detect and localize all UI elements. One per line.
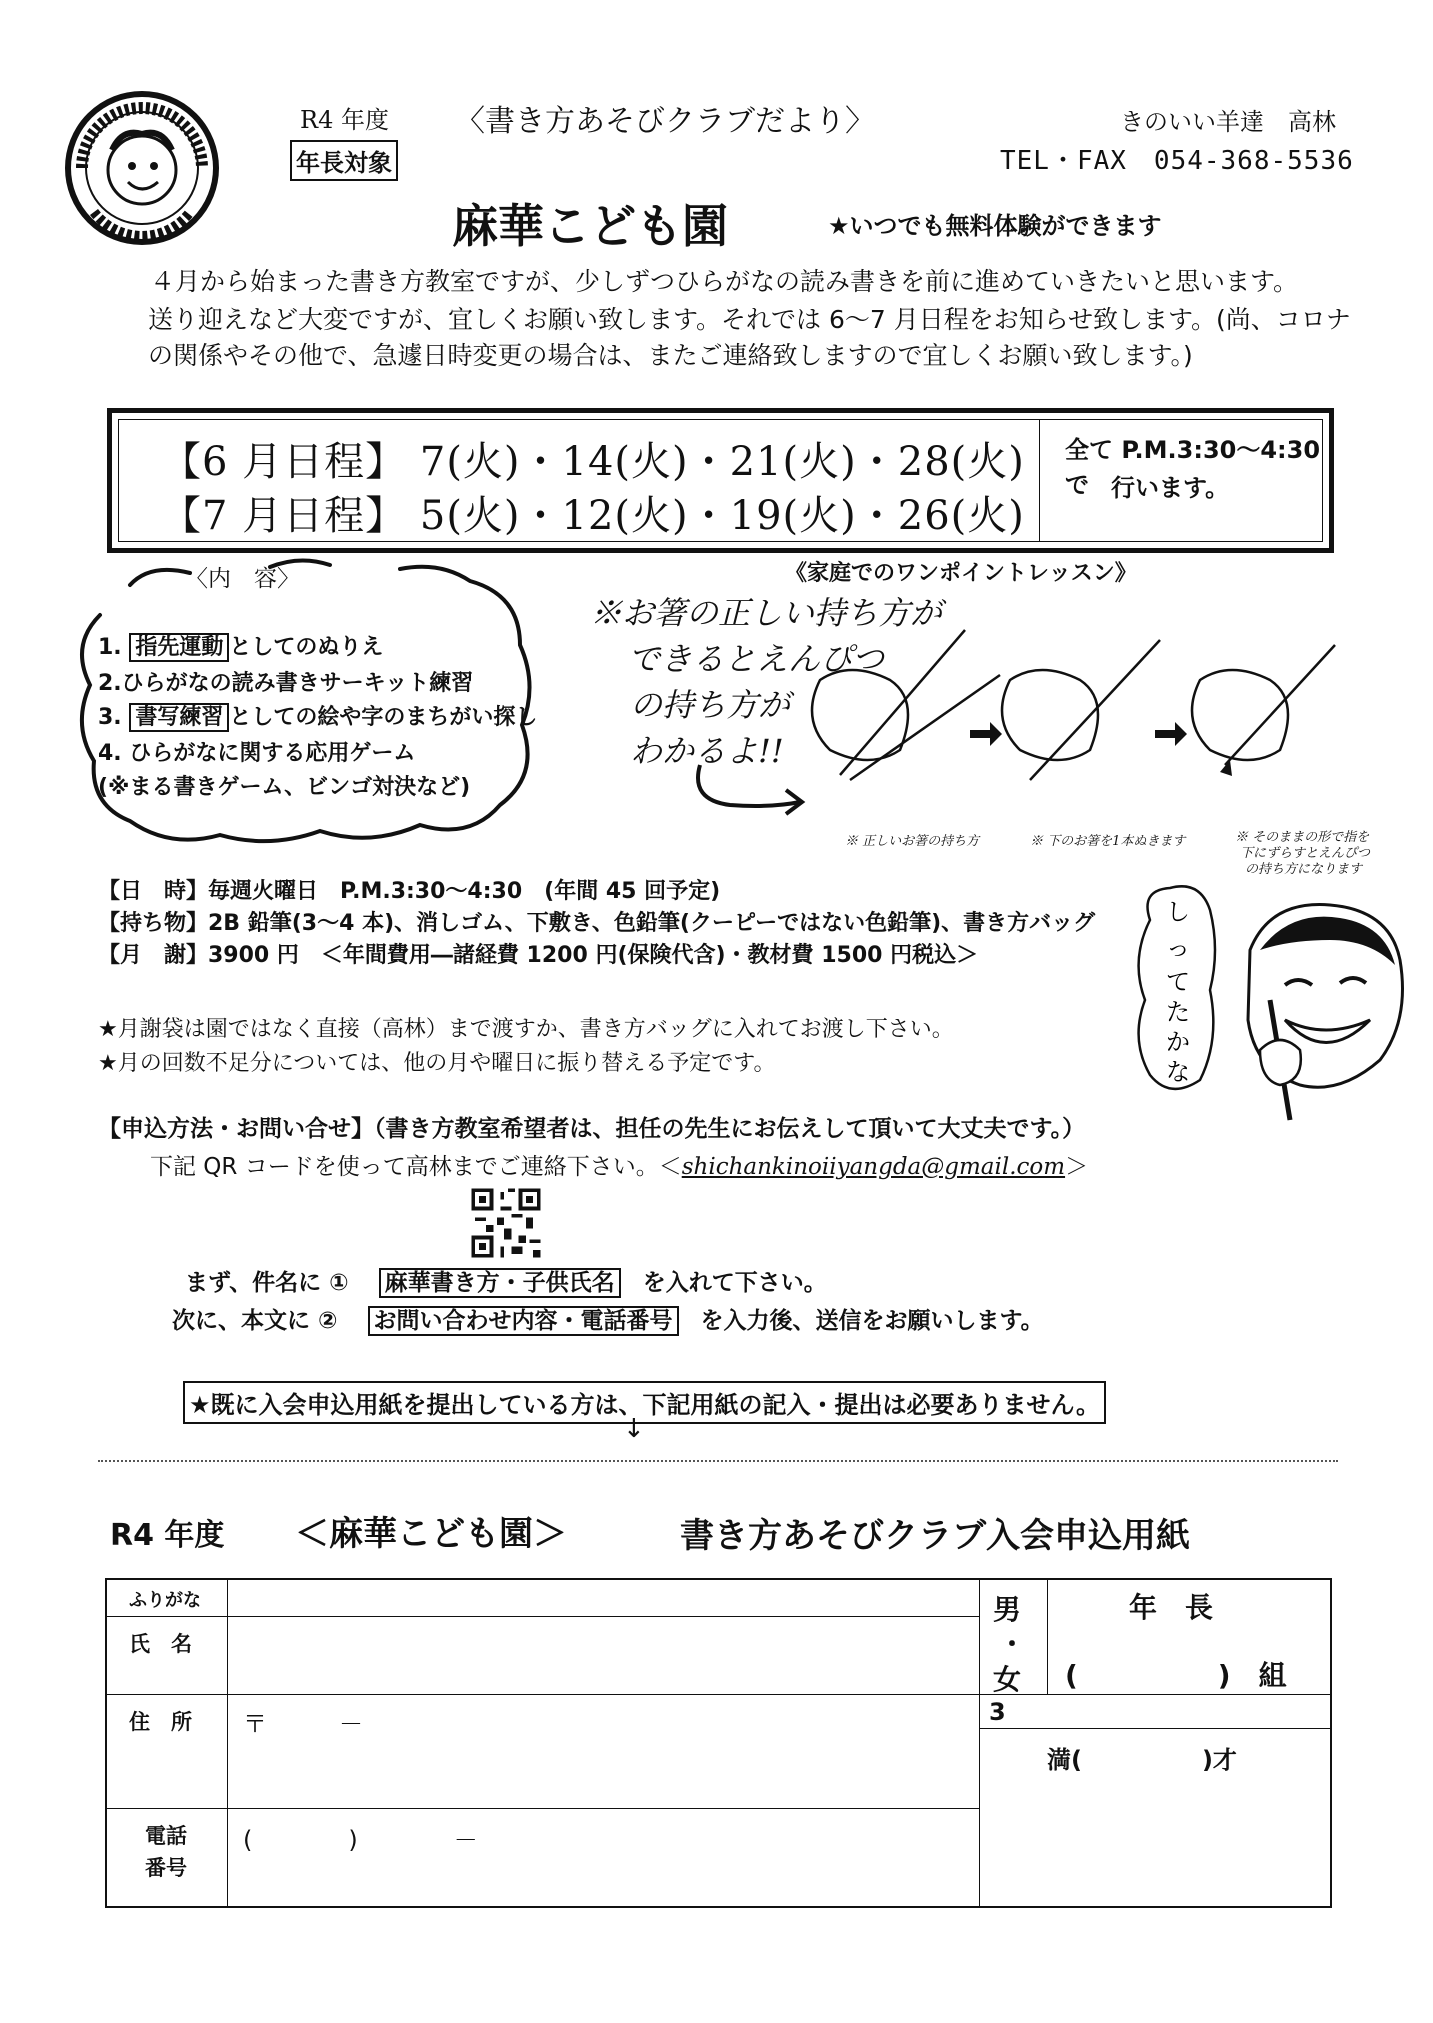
phone-field[interactable]: ( ) － [243,1826,478,1854]
schedule-july: 【7 月日程】 5(火)・12(火)・19(火)・26(火) [161,493,1025,539]
content-item-2 [98,666,473,697]
lesson-caption-3a: ※ そのままの形で指を [1235,830,1370,845]
subject-suffix: を入れて下さい。 [642,1270,827,1296]
cartoon-speech-text: し [1166,898,1190,926]
qr-contact-prefix: 下記 QR コードを使って高林までご連絡下さい。＜ [150,1154,682,1180]
content-item-3 [98,700,537,731]
already-submitted-note: ★既に入会申込用紙を提出している方は、下記用紙の記入・提出は必要ありません。 [183,1381,1106,1424]
intro-line-3: の関係やその他で、急遽日時変更の場合は、またご連絡致しますので宜しくお願い致します。) [148,341,1193,370]
content-item-4 [98,736,415,767]
fiscal-year: R4 年度 [300,106,389,134]
body-format-box: お問い合わせ内容・電話番号 [368,1306,679,1336]
name-label: 氏 名 [129,1632,192,1656]
schedule-time-note: 全て P.M.3:30～4:30 で [1065,436,1345,499]
organization-name: きのいい羊達 高林 [1120,108,1336,136]
lesson-caption-1: ※ 正しいお箸の持ち方 [845,834,980,849]
phone-label-1: 電話 [145,1824,187,1848]
content-item-prefix: (※まる書きゲーム、ビンゴ対決など) [98,775,471,800]
furigana-field[interactable] [231,1582,975,1614]
gender-female[interactable]: 女 [993,1663,1022,1696]
content-item-suffix: としてのぬりえ [229,635,384,660]
schedule-time-note-2: 行います。 [1111,474,1230,502]
tel-fax: TEL・FAX 054-368-5536 [1000,146,1354,176]
belongings-info: 【持ち物】2B 鉛筆(3～4 本)、消しゴム、下敷き、色鉛筆(クーピーではない色鉛筆)、書き方バッグ [98,911,1096,936]
age-prefix: 3 [989,1698,1006,1726]
content-item-prefix: 4. ひらがなに関する応用ゲーム [98,741,416,766]
subject-prefix: まず、件名に ① [185,1270,349,1296]
phone-label-2: 番号 [145,1856,187,1880]
cartoon-speech-text: っ [1166,934,1190,962]
name-field[interactable] [231,1620,975,1690]
body-suffix: を入力後、送信をお願いします。 [700,1308,1044,1334]
target-badge: 年長対象 [290,140,398,181]
datetime-info: 【日 時】毎週火曜日 P.M.3:30～4:30 (年間 45 回予定) [98,879,721,904]
subject-format-box: 麻華書き方・子供氏名 [379,1268,621,1298]
apply-heading: 【申込方法・お問い合せ】（書き方教室希望者は、担任の先生にお伝えして頂いて大丈夫です。） [98,1116,1086,1142]
lesson-caption-3b: 下にずらすとえんぴつ [1240,846,1371,861]
age-field[interactable]: 満( )才 [1047,1746,1237,1774]
chopsticks-note-line: できるとえんぴつ [628,640,885,678]
fee-envelope-note: ★月謝袋は園ではなく直接（高林）まで渡すか、書き方バッグに入れてお渡し下さい。 [98,1017,954,1042]
gender-separator: ・ [999,1630,1026,1660]
address-label: 住 所 [129,1710,192,1734]
cut-line [98,1460,1338,1462]
chopsticks-hands-illustration [780,600,1350,840]
chopsticks-note-line: の持ち方が [630,686,791,724]
lesson-caption-3c: の持ち方になります [1245,862,1363,877]
intro-line-2: 送り迎えなど大変ですが、宜しくお願い致します。それでは 6～7 月日程をお知らせ致します。(尚、コロナ [148,305,1351,334]
form-kindergarten: ＜麻華こども園＞ [295,1514,567,1554]
qr-code[interactable] [468,1185,544,1261]
qr-contact-line [150,1148,1088,1181]
lesson-caption-2: ※ 下のお箸を1本ぬきます [1030,834,1186,849]
grade-label: 年 長 [1129,1591,1214,1624]
form-title: 書き方あそびクラブ入会申込用紙 [680,1516,1190,1556]
cartoon-speech-text: か [1166,1028,1190,1056]
schedule-box [107,408,1345,553]
down-arrow-icon: ↓ [623,1414,645,1444]
qr-contact-suffix: ＞ [1065,1154,1089,1180]
chopsticks-note-line: ※お箸の正しい持ち方が [590,594,943,632]
content-item-prefix: 2.ひらがなの読み書きサーキット練習 [98,671,474,696]
contact-email-link[interactable]: shichankinoiiyangda@gmail.com [681,1154,1066,1180]
cartoon-speech-text: て [1166,968,1190,996]
free-trial-note: ★いつでも無料体験ができます [828,212,1162,240]
kindergarten-name: 麻華こども園 [452,199,728,253]
schedule-june: 【6 月日程】 7(火)・14(火)・21(火)・28(火) [161,439,1025,485]
content-item-prefix: 1. [98,635,130,660]
content-item-prefix: 3. [98,705,130,730]
class-field[interactable]: ( ) 組 [1065,1659,1287,1692]
body-instruction [172,1302,1044,1335]
application-form-table [105,1578,1332,1908]
postal-code-field[interactable]: 〒 － [243,1710,363,1738]
subject-instruction [185,1264,827,1297]
content-item-keyword: 書写練習 [129,703,229,732]
newsletter-title: 〈書き方あそびクラブだより〉 [455,104,875,139]
content-item-suffix: としての絵や字のまちがい探し [229,705,538,730]
cartoon-speech-text: な [1166,1058,1190,1086]
gender-male[interactable]: 男 [993,1593,1022,1626]
club-logo-stamp [62,88,222,248]
body-prefix: 次に、本文に ② [172,1308,338,1334]
content-item-keyword: 指先運動 [129,633,229,662]
form-year: R4 年度 [110,1518,225,1553]
schedule-divider [1039,420,1040,541]
intro-line-1: ４月から始まった書き方教室ですが、少しずつひらがなの読み書きを前に進めていきたいと思います。 [150,267,1299,296]
furigana-label: ふりがな [129,1590,201,1611]
chopsticks-note-line: わかるよ!! [630,732,784,770]
lesson-title: 《家庭でのワンポイントレッスン》 [785,561,1137,586]
makeup-note: ★月の回数不足分については、他の月や曜日に振り替える予定です。 [98,1051,776,1076]
teacher-cartoon [1120,880,1420,1130]
content-item-5 [98,770,470,801]
fee-info: 【月 謝】3900 円 ＜年間費用―諸経費 1200 円(保険代含)・教材費 1500 円税込＞ [98,943,979,968]
cartoon-speech-text: た [1166,998,1190,1026]
content-item-1 [98,630,383,661]
content-title: 〈内 容〉 [185,566,300,592]
